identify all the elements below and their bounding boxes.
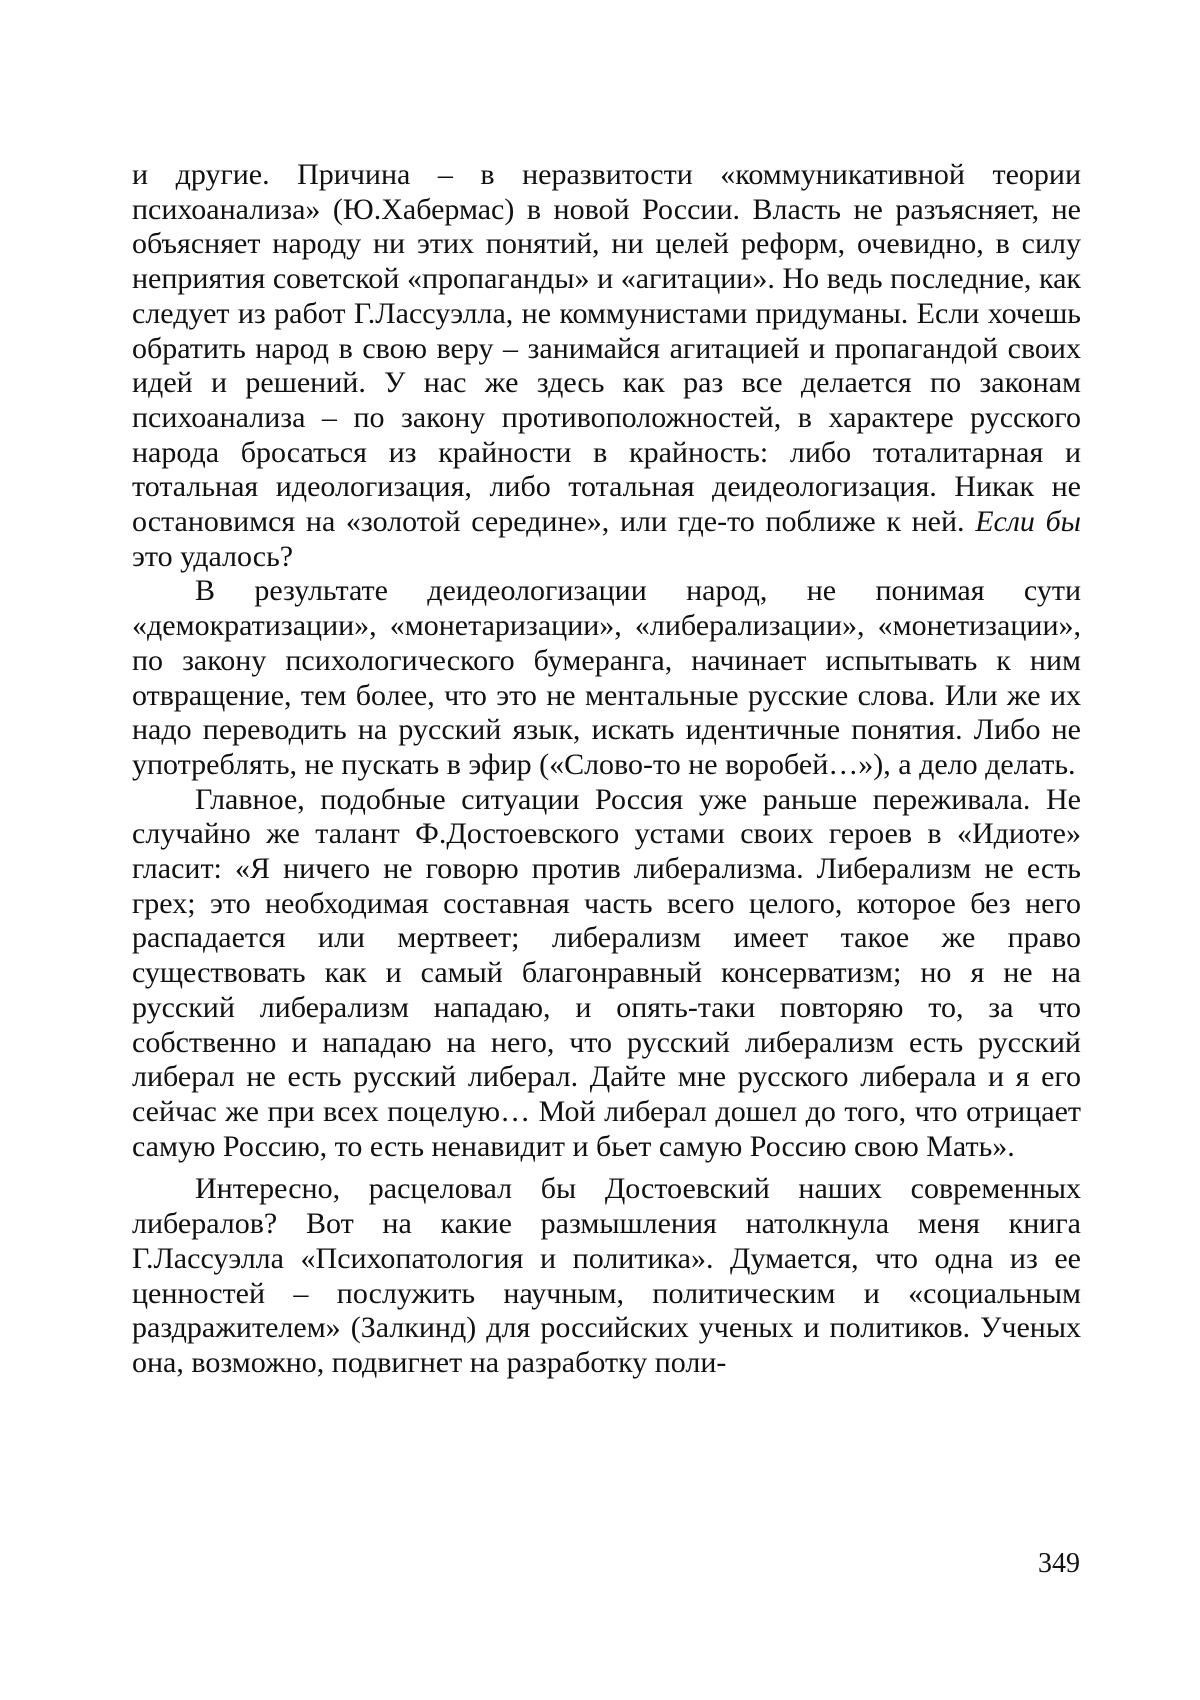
body-text	[132, 158, 1081, 1381]
paragraph-1	[132, 158, 1081, 574]
paragraph-1-tail: это удалось?	[132, 540, 293, 573]
paragraph-1-lead: и другие. Причина – в неразвитости «коммуникативной теории психоанализа» (Ю.Хабермас) в новой России. Власть не разъясняет, не объясняет народу ни этих понятий, ни целей реформ, очевидно, в силу неприятия советской «пропаганды» и «агитации». Но ведь последние, как следует из работ Г.Лассуэлла, не коммунистами придуманы. Если хочешь обратить народ в свою веру – занимайся агитацией и пропагандой своих идей и решений. У нас же здесь как раз все делается по законам психоанализа – по закону противоположностей, в характере русского народа бросаться из крайности в крайность: либо тоталитарная и тотальная идеологизация, либо тотальная деидеологизация. Никак не остановимся на «золотой середине», или где-то поближе к ней.	[132, 158, 1081, 538]
book-page	[0, 0, 1200, 1700]
page-number: 349	[1000, 1548, 1080, 1580]
paragraph-2: В результате деидеологизации народ, не понимая сути «демократизации», «монетаризации», «либерализации», «монетизации», по закону психологического бумеранга, начинает испытывать к ним отвращение, тем более, что это не ментальные русские слова. Или же их надо переводить на русский язык, искать идентичные понятия. Либо не употреблять, не пускать в эфир («Слово-то не воробей…»), а дело делать.	[132, 574, 1081, 782]
paragraph-3: Главное, подобные ситуации Россия уже раньше переживала. Не случайно же талант Ф.Достоевского устами своих героев в «Идиоте» гласит: «Я ничего не говорю против либерализма. Либерализм не есть грех; это необходимая составная часть всего целого, которое без него распадается или мертвеет; либерализм имеет такое же право существовать как и самый благонравный консерватизм; но я не на русский либерализм нападаю, и опять-таки повторяю то, за что собственно и нападаю на него, что русский либерализм есть русский либерал не есть русский либерал. Дайте мне русского либерала и я его сейчас же при всех поцелую… Мой либерал дошел до того, что отрицает самую Россию, то есть ненавидит и бьет самую Россию свою Мать».	[132, 783, 1081, 1165]
paragraph-4: Интересно, расцеловал бы Достоевский наших современных либералов? Вот на какие размышления натолкнула меня книга Г.Лассуэлла «Психопатология и политика». Думается, что одна из ее ценностей – послужить научным, политическим и «социальным раздражителем» (Залкинд) для российских ученых и политиков. Ученых она, возможно, подвигнет на разработку поли-	[132, 1172, 1081, 1380]
paragraph-1-italic: Если бы	[975, 505, 1081, 538]
